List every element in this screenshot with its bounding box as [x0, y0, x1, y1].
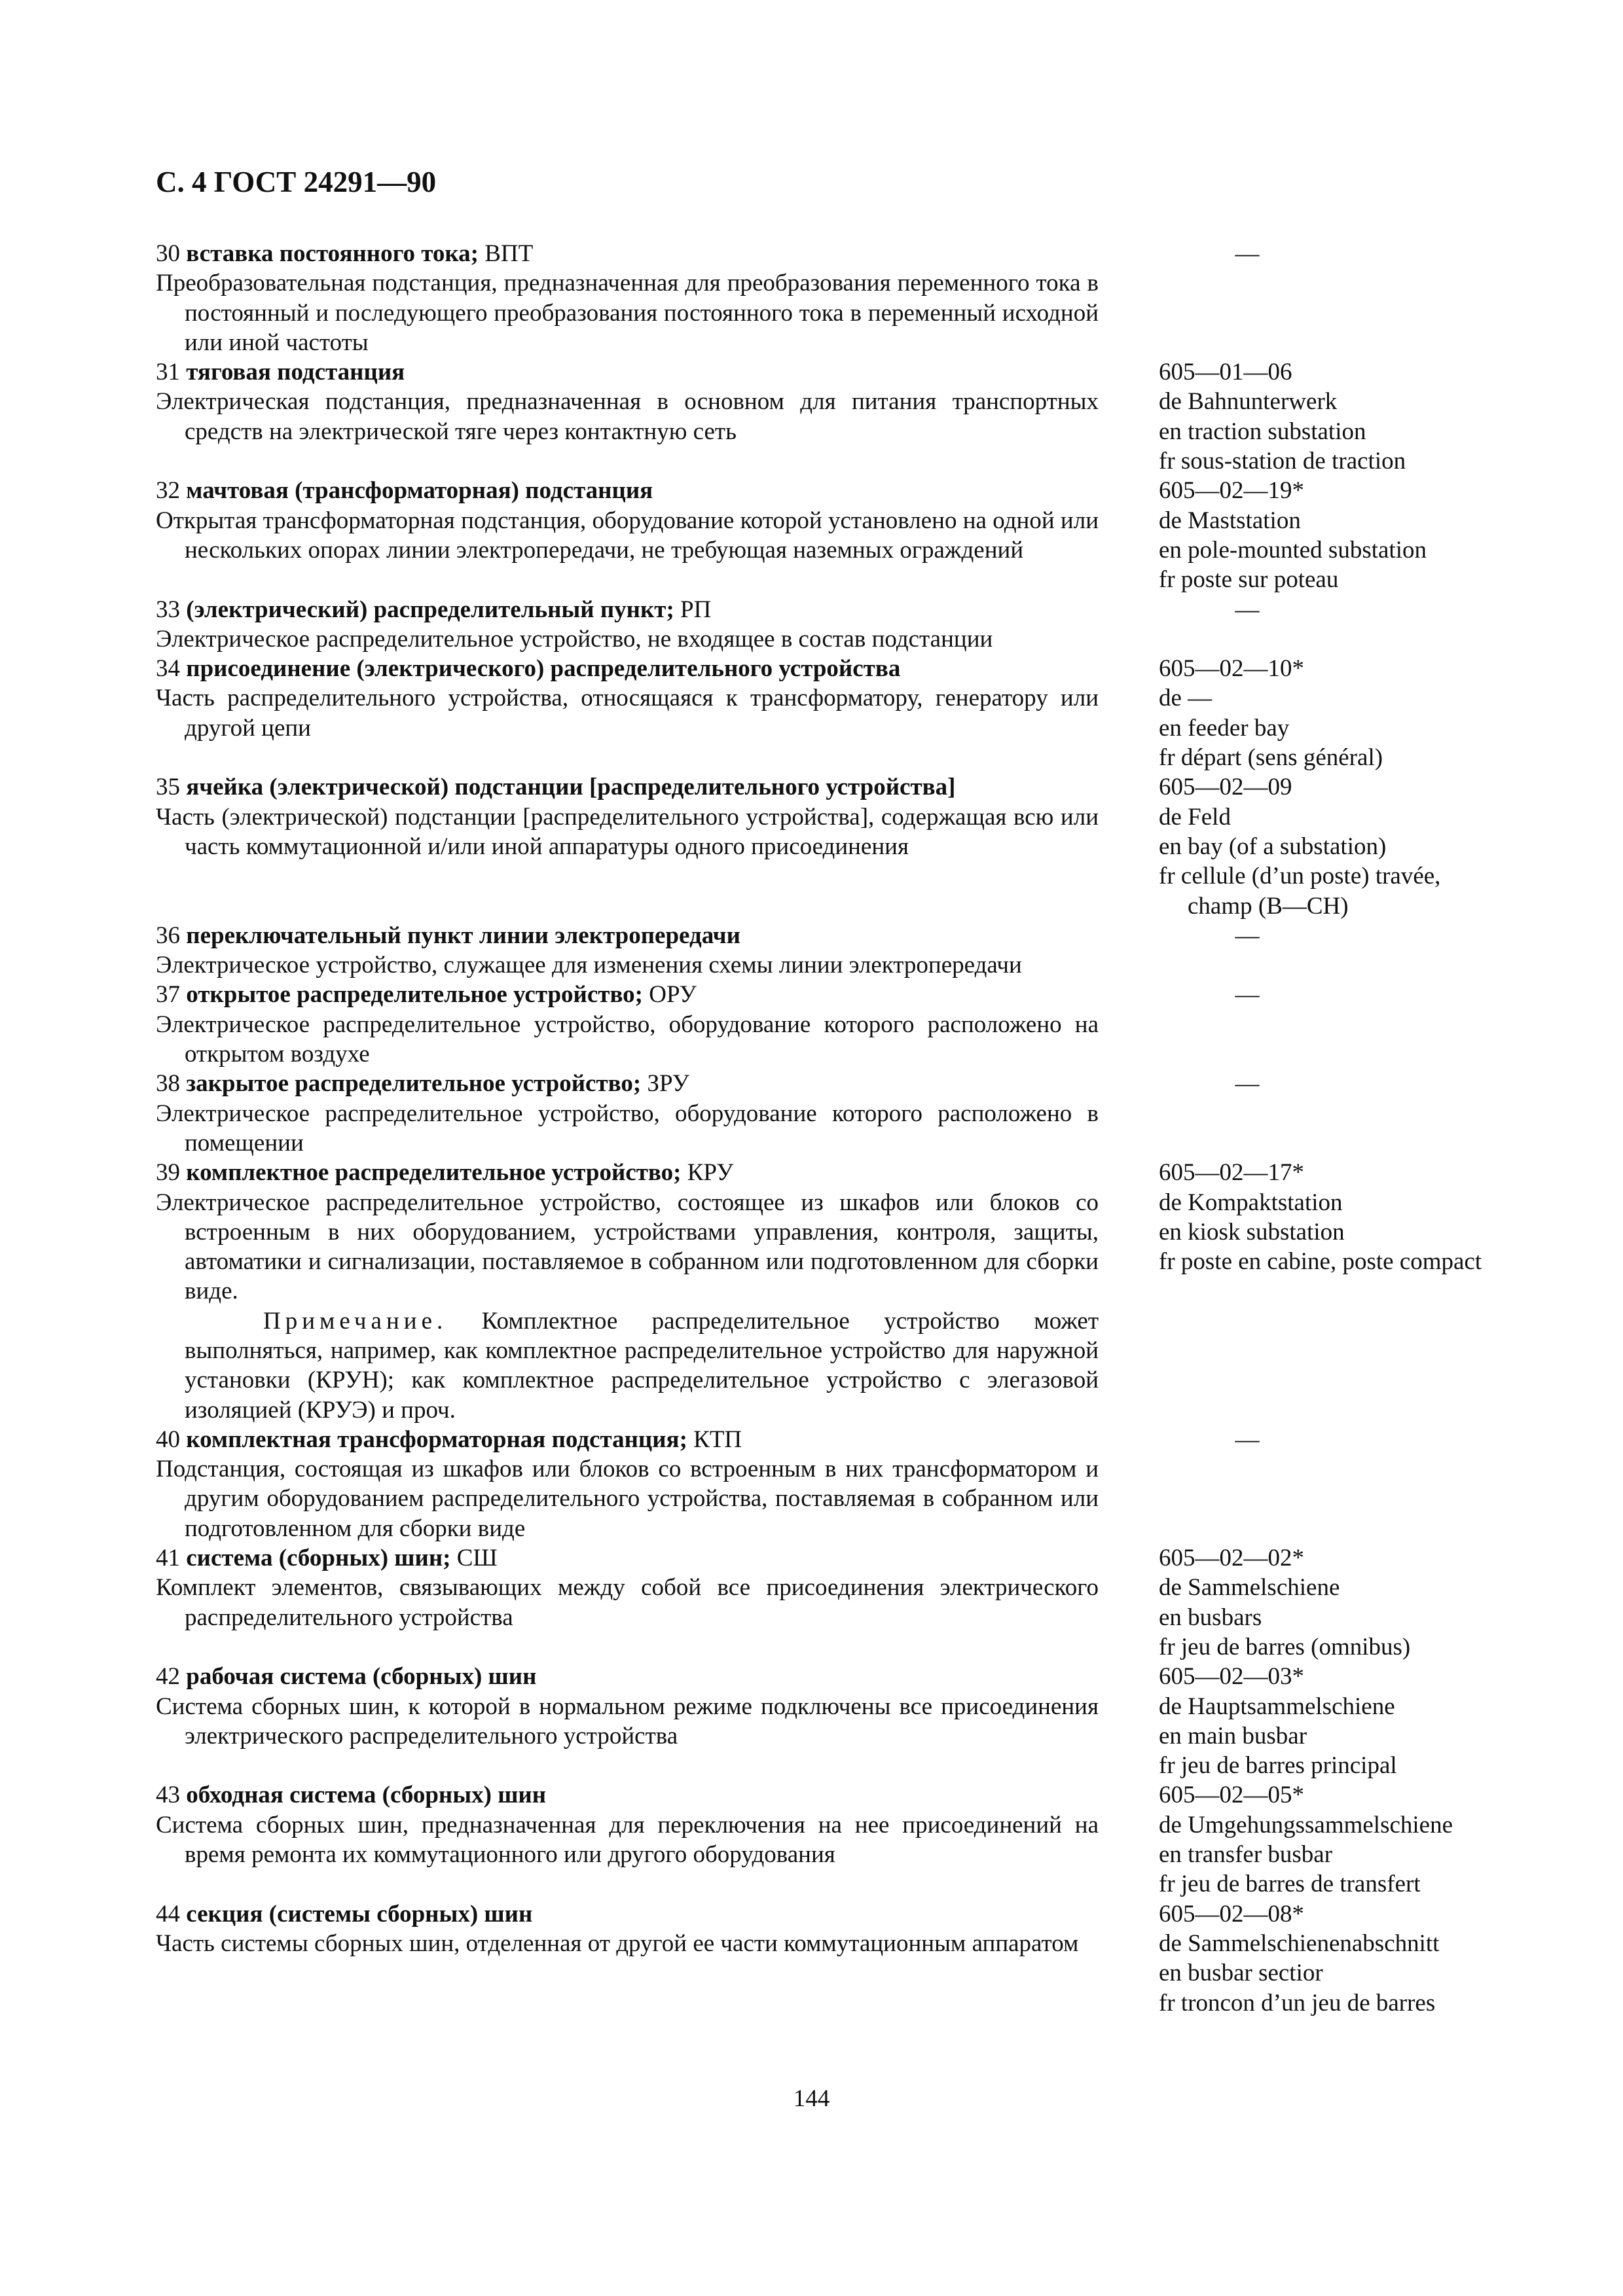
german-equivalent: de —: [1159, 685, 1213, 712]
german-equivalent: de Hauptsammelschiene: [1159, 1693, 1395, 1720]
term-heading: [156, 1780, 1099, 1810]
term-number: 38: [156, 1070, 180, 1098]
no-equivalent-dash: —: [1235, 922, 1260, 949]
no-equivalent-dash: —: [1235, 1426, 1260, 1453]
term-definition: Электрическое распределительное устройство, не входящее в состав подстанции: [156, 625, 993, 653]
term-number: 32: [156, 477, 180, 505]
term-heading: [156, 921, 1099, 950]
term-entry: [156, 1069, 1491, 1158]
iec-reference: 605—02—03*: [1159, 1663, 1304, 1691]
term-entry: [156, 1543, 1491, 1662]
note-label: Примечание.: [263, 1307, 448, 1335]
iec-reference: 605—02—10*: [1159, 655, 1304, 683]
term-definition: Электрическое устройство, служащее для изменения схемы линии электропередачи: [156, 952, 1022, 979]
term-note: [156, 1306, 1099, 1425]
term-heading: [156, 595, 1099, 624]
french-equivalent: fr départ (sens général): [1159, 744, 1383, 772]
term-list: [156, 239, 1491, 2018]
term-heading: [156, 357, 1099, 387]
term-name: комплектная трансформаторная подстанция;: [186, 1426, 687, 1453]
term-name: вставка постоянного тока;: [186, 240, 479, 267]
iec-reference: 605—02—05*: [1159, 1782, 1304, 1809]
french-equivalent: fr sous-station de traction: [1159, 448, 1406, 475]
term-heading: [156, 1543, 1099, 1573]
term-entry: [156, 239, 1491, 357]
iec-reference: 605—02—09: [1159, 774, 1292, 801]
english-equivalent: en busbars: [1159, 1604, 1262, 1631]
term-heading: [156, 1158, 1099, 1187]
french-equivalent: fr jeu de barres (omnibus): [1159, 1633, 1411, 1660]
term-number: 44: [156, 1900, 180, 1928]
term-definition: Электрическая подстанция, предназначенная в основном для питания транспортных средств на электрической тяге через контактную сеть: [156, 388, 1099, 445]
term-name: система (сборных) шин;: [186, 1545, 451, 1572]
term-entry: [156, 772, 1491, 920]
no-equivalent-dash: —: [1235, 596, 1260, 623]
term-name: комплектное распределительное устройство;: [186, 1159, 682, 1187]
term-name: обходная система (сборных) шин: [186, 1782, 547, 1809]
english-equivalent: en busbar sectior: [1159, 1960, 1323, 1987]
term-abbreviation: СШ: [456, 1545, 498, 1572]
term-name: открытое распределительное устройство;: [186, 981, 643, 1009]
term-entry: [156, 980, 1491, 1069]
english-equivalent: en main busbar: [1159, 1722, 1307, 1749]
term-heading: [156, 772, 1099, 802]
page-header: С. 4 ГОСТ 24291—90: [156, 166, 437, 198]
term-name: рабочая система (сборных) шин: [186, 1663, 537, 1691]
term-number: 42: [156, 1663, 180, 1691]
term-definition: Электрическое распределительное устройство, состоящее из шкафов или блоков со встроенным в них оборудованием, устройствами управления, контроля, защиты, автоматики и сигнализации, поставляемое в собранном или подготовленном для сборки виде.: [156, 1189, 1099, 1305]
iec-reference: 605—02—19*: [1159, 477, 1304, 505]
term-entry: [156, 1780, 1491, 1899]
english-equivalent: en kiosk substation: [1159, 1218, 1345, 1246]
english-equivalent: en feeder bay: [1159, 714, 1290, 742]
iec-reference: 605—02—17*: [1159, 1159, 1304, 1187]
term-definition: Система сборных шин, предназначенная для переключения на нее присоединений на время ремонта их коммутационного или другого оборудования: [156, 1811, 1099, 1869]
term-heading: [156, 654, 1099, 683]
note-text: Комплектное распределительное устройство может выполняться, например, как комплектное распределительное устройство для наружной установки (КРУН); как комплектное распределительное устройство с элегазовой изоляцией (КРУЭ) и проч.: [185, 1307, 1099, 1424]
term-number: 31: [156, 359, 180, 386]
term-heading: [156, 476, 1099, 505]
term-definition: Электрическое распределительное устройство, оборудование которого расположено на открытом воздухе: [156, 1011, 1099, 1068]
no-equivalent-dash: —: [1235, 981, 1260, 1009]
term-heading: [156, 980, 1099, 1009]
english-equivalent: en traction substation: [1159, 418, 1366, 445]
german-equivalent: de Sammelschienenabschnitt: [1159, 1929, 1440, 1957]
term-name: присоединение (электрического) распределительного устройства: [186, 655, 901, 683]
no-equivalent-dash: —: [1235, 1070, 1260, 1098]
french-equivalent: fr jeu de barres principal: [1159, 1752, 1397, 1780]
term-entry: [156, 476, 1491, 594]
term-name: ячейка (электрической) подстанции [распределительного устройства]: [186, 774, 956, 801]
no-equivalent-dash: —: [1235, 240, 1260, 267]
french-equivalent: fr cellule (d’un poste) travée, champ (B—CH): [1159, 863, 1441, 920]
iec-reference: 605—01—06: [1159, 359, 1292, 386]
term-definition: Открытая трансформаторная подстанция, оборудование которой установлено на одной или нескольких опорах линии электропередачи, не требующая наземных ограждений: [156, 507, 1099, 564]
german-equivalent: de Sammelschiene: [1159, 1574, 1340, 1602]
term-name: мачтовая (трансформаторная) подстанция: [186, 477, 653, 505]
term-definition: Комплект элементов, связывающих между собой все присоединения электрического распределительного устройства: [156, 1574, 1099, 1631]
term-abbreviation: КТП: [693, 1426, 742, 1453]
term-heading: [156, 239, 1099, 268]
term-definition: Электрическое распределительное устройство, оборудование которого расположено в помещении: [156, 1100, 1099, 1157]
term-definition: Часть (электрической) подстанции [распределительного устройства], содержащая всю или часть коммутационной и/или иной аппаратуры одного присоединения: [156, 803, 1099, 860]
english-equivalent: en transfer busbar: [1159, 1841, 1333, 1869]
page-number: 144: [793, 2085, 830, 2112]
term-number: 34: [156, 655, 180, 683]
term-definition: Система сборных шин, к которой в нормальном режиме подключены все присоединения электрического распределительного устройства: [156, 1693, 1099, 1749]
term-definition: Часть распределительного устройства, относящаяся к трансформатору, генератору или другой цепи: [156, 685, 1099, 742]
term-entry: [156, 921, 1491, 980]
term-entry: [156, 654, 1491, 772]
french-equivalent: fr poste sur poteau: [1159, 566, 1339, 594]
term-entry: [156, 1158, 1491, 1425]
term-heading: [156, 1425, 1099, 1454]
english-equivalent: en bay (of a substation): [1159, 833, 1387, 860]
term-abbreviation: РП: [680, 596, 712, 623]
german-equivalent: de Bahnunterwerk: [1159, 388, 1338, 416]
term-abbreviation: ВПТ: [484, 240, 534, 267]
term-name: секция (системы сборных) шин: [186, 1900, 533, 1928]
term-abbreviation: ОРУ: [649, 981, 697, 1009]
term-number: 39: [156, 1159, 180, 1187]
term-heading: [156, 1662, 1099, 1691]
french-equivalent: fr poste en cabine, poste compact: [1159, 1248, 1482, 1276]
term-name: тяговая подстанция: [186, 359, 405, 386]
term-entry: [156, 1662, 1491, 1780]
german-equivalent: de Maststation: [1159, 507, 1301, 534]
term-heading: [156, 1899, 1099, 1929]
term-number: 40: [156, 1426, 180, 1453]
term-abbreviation: ЗРУ: [647, 1070, 689, 1098]
german-equivalent: de Umgehungssammelschiene: [1159, 1811, 1453, 1839]
term-number: 43: [156, 1782, 180, 1809]
french-equivalent: fr troncon d’un jeu de barres: [1159, 1989, 1436, 2017]
term-entry: [156, 1899, 1491, 2018]
term-abbreviation: КРУ: [687, 1159, 734, 1187]
iec-reference: 605—02—08*: [1159, 1900, 1304, 1928]
term-definition: Подстанция, состоящая из шкафов или блоков со встроенным в них трансформатором и другим оборудованием распределительного устройства, поставляемая в собранном или подготовленном для сборки виде: [156, 1456, 1099, 1542]
iec-reference: 605—02—02*: [1159, 1545, 1304, 1572]
term-definition: Преобразовательная подстанция, предназначенная для преобразования переменного тока в постоянный и последующего преобразования постоянного тока в переменный исходной или иной частоты: [156, 270, 1099, 356]
term-name: закрытое распределительное устройство;: [186, 1070, 642, 1098]
german-equivalent: de Kompaktstation: [1159, 1189, 1343, 1216]
term-name: переключательный пункт линии электропередачи: [186, 922, 740, 949]
term-number: 35: [156, 774, 180, 801]
term-definition: Часть системы сборных шин, отделенная от другой ее части коммутационным аппаратом: [156, 1929, 1079, 1957]
term-entry: [156, 595, 1491, 655]
term-entry: [156, 1425, 1491, 1543]
german-equivalent: de Feld: [1159, 803, 1231, 831]
term-number: 41: [156, 1545, 180, 1572]
term-number: 37: [156, 981, 180, 1009]
english-equivalent: en pole-mounted substation: [1159, 536, 1427, 564]
term-name: (электрический) распределительный пункт;: [186, 596, 674, 623]
term-number: 30: [156, 240, 180, 267]
term-number: 36: [156, 922, 180, 949]
term-entry: [156, 357, 1491, 476]
term-heading: [156, 1069, 1099, 1098]
term-number: 33: [156, 596, 180, 623]
french-equivalent: fr jeu de barres de transfert: [1159, 1871, 1421, 1898]
